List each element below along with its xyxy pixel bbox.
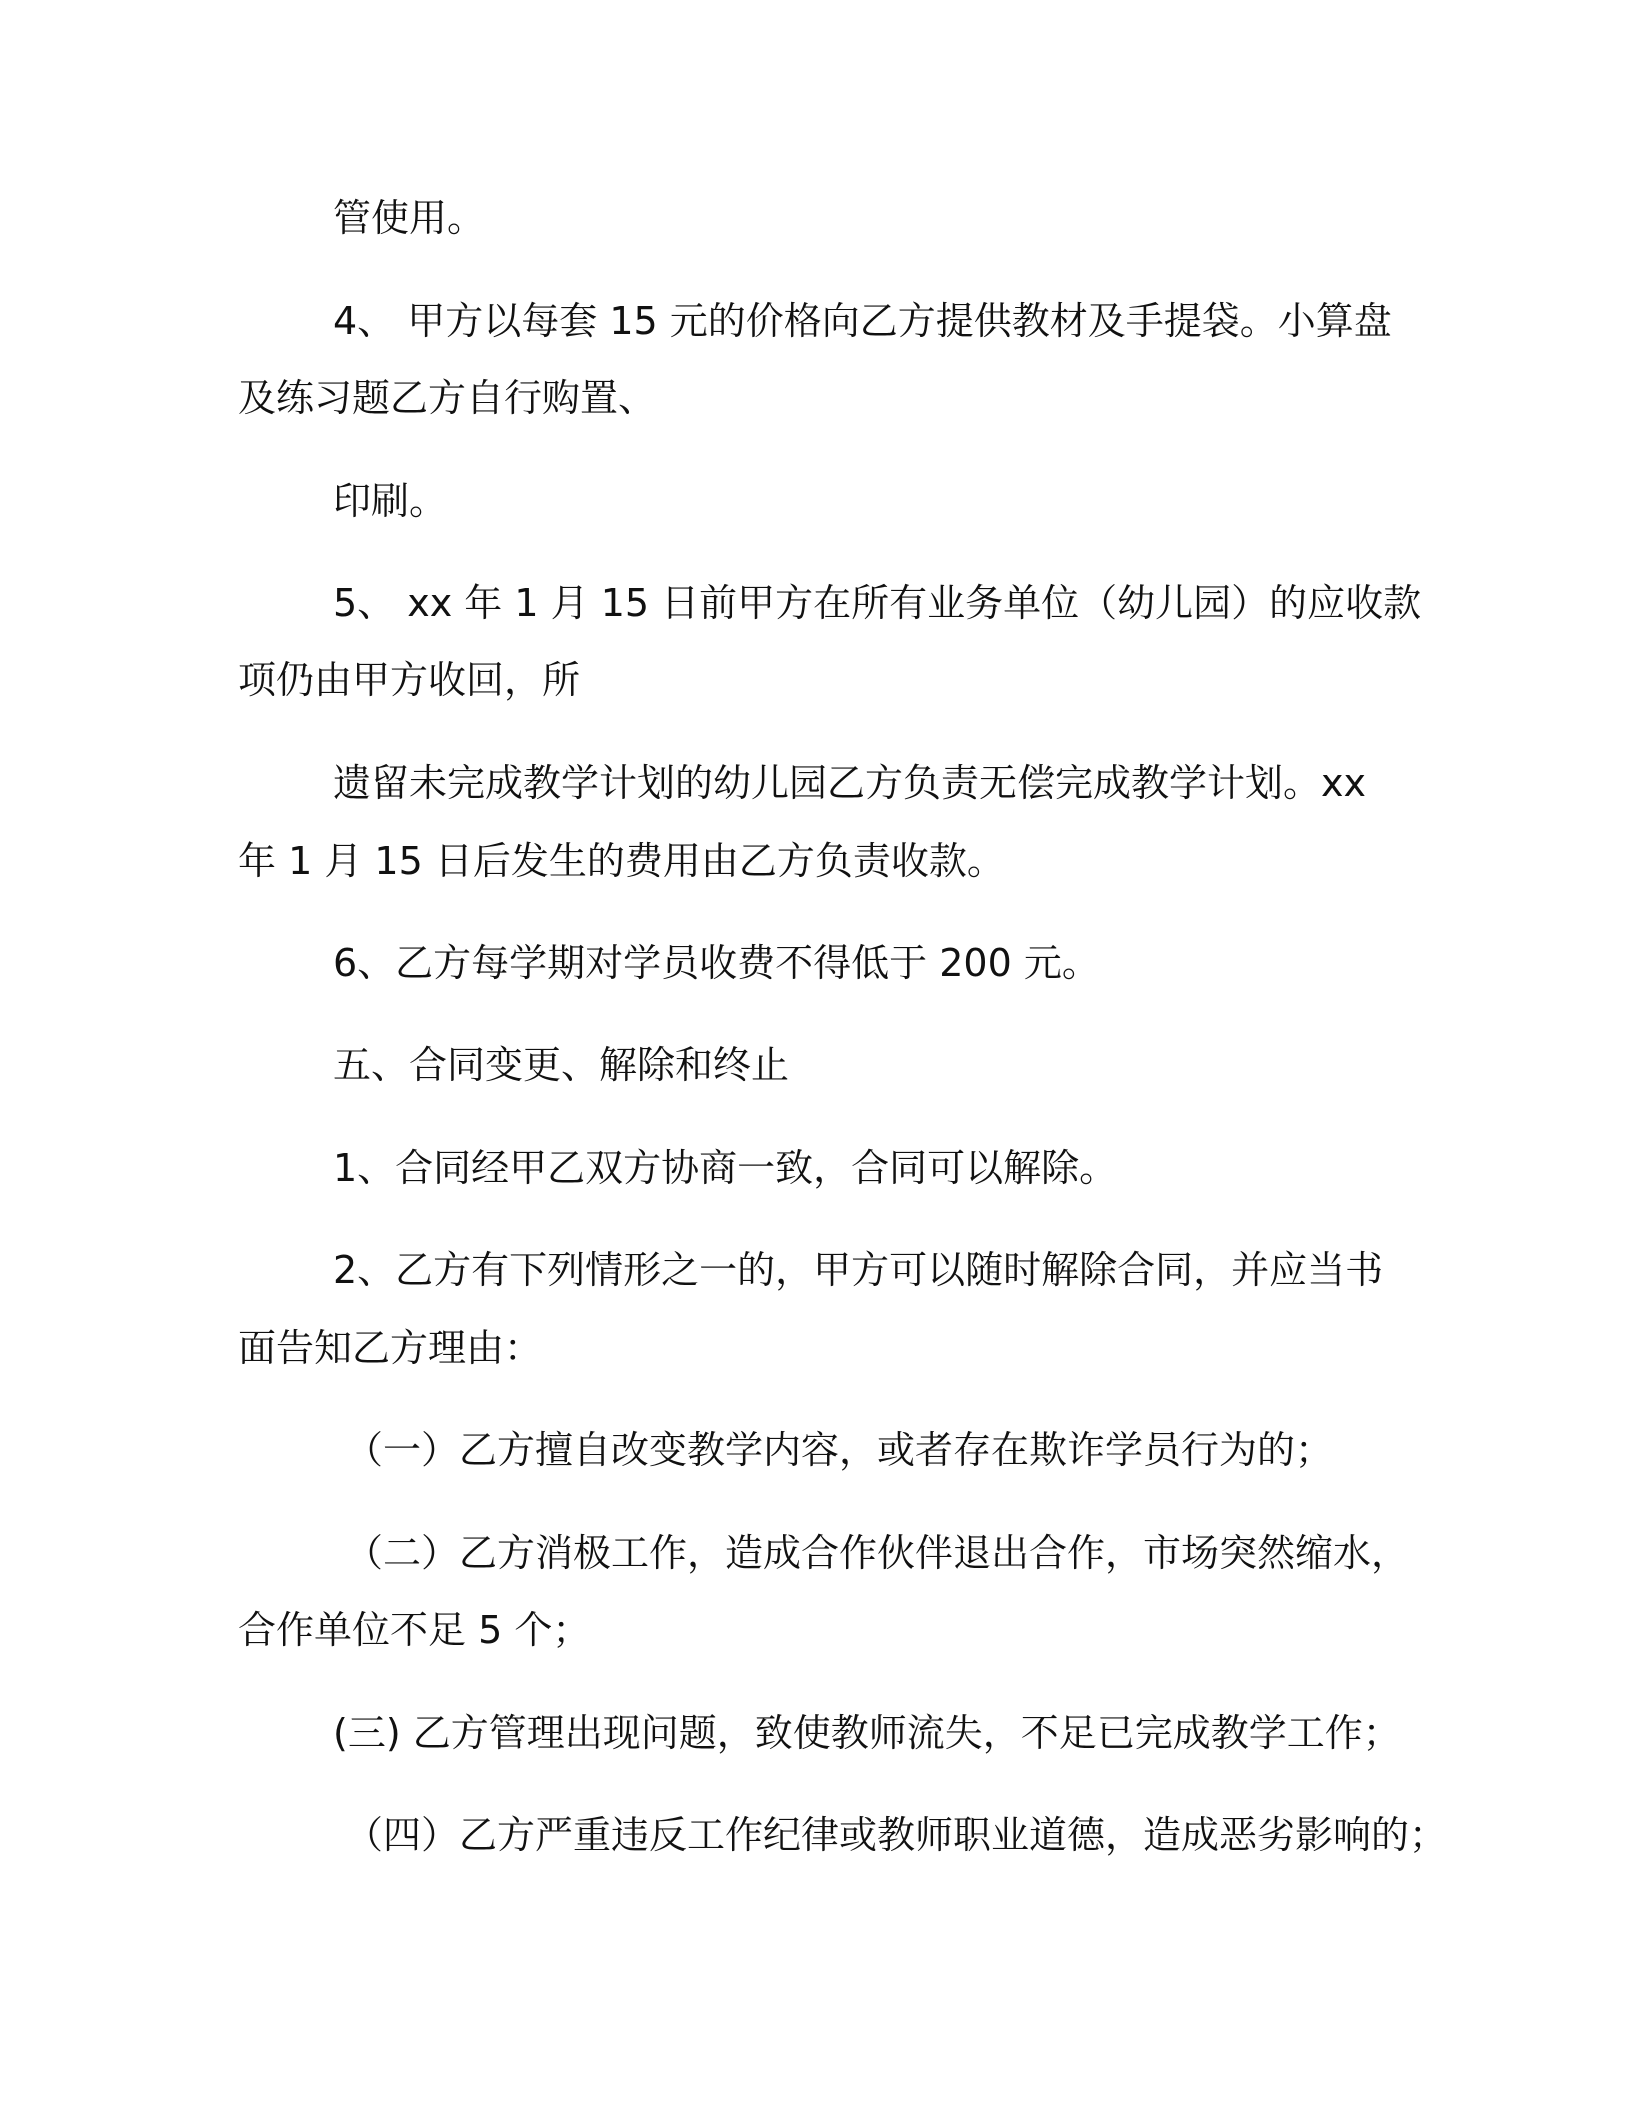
- list-item-3: (三) 乙方管理出现问题，致使教师流失，不足已完成教学工作；: [333, 1711, 1401, 1755]
- text-line-16: 合作单位不足 5 个；: [238, 1608, 591, 1652]
- text-line-12: 2、乙方有下列情形之一的，甲方可以随时解除合同，并应当书: [333, 1248, 1384, 1292]
- text-line-3: 及练习题乙方自行购置、: [238, 376, 657, 420]
- text-line-8: 年 1 月 15 日后发生的费用由乙方负责收款。: [238, 839, 1005, 883]
- text-line-13: 面告知乙方理由：: [238, 1326, 543, 1370]
- text-line-2: 4、 甲方以每套 15 元的价格向乙方提供教材及手提袋。小算盘: [333, 299, 1392, 343]
- text-line-6: 项仍由甲方收回，所: [238, 658, 581, 702]
- list-item-2: （二）乙方消极工作，造成合作伙伴退出合作，市场突然缩水，: [345, 1531, 1410, 1575]
- text-line-4: 印刷。: [333, 479, 448, 523]
- list-item-1: （一）乙方擅自改变教学内容，或者存在欺诈学员行为的；: [345, 1428, 1334, 1472]
- text-line-9: 6、乙方每学期对学员收费不得低于 200 元。: [333, 941, 1100, 985]
- section-heading: 五、合同变更、解除和终止: [333, 1043, 790, 1087]
- text-line-5: 5、 xx 年 1 月 15 日前甲方在所有业务单位（幼儿园）的应收款: [333, 581, 1422, 625]
- text-line-1: 管使用。: [333, 196, 486, 240]
- text-line-11: 1、合同经甲乙双方协商一致，合同可以解除。: [333, 1146, 1118, 1190]
- text-line-7: 遗留未完成教学计划的幼儿园乙方负责无偿完成教学计划。xx: [333, 761, 1366, 805]
- list-item-4: （四）乙方严重违反工作纪律或教师职业道德，造成恶劣影响的；: [345, 1813, 1448, 1857]
